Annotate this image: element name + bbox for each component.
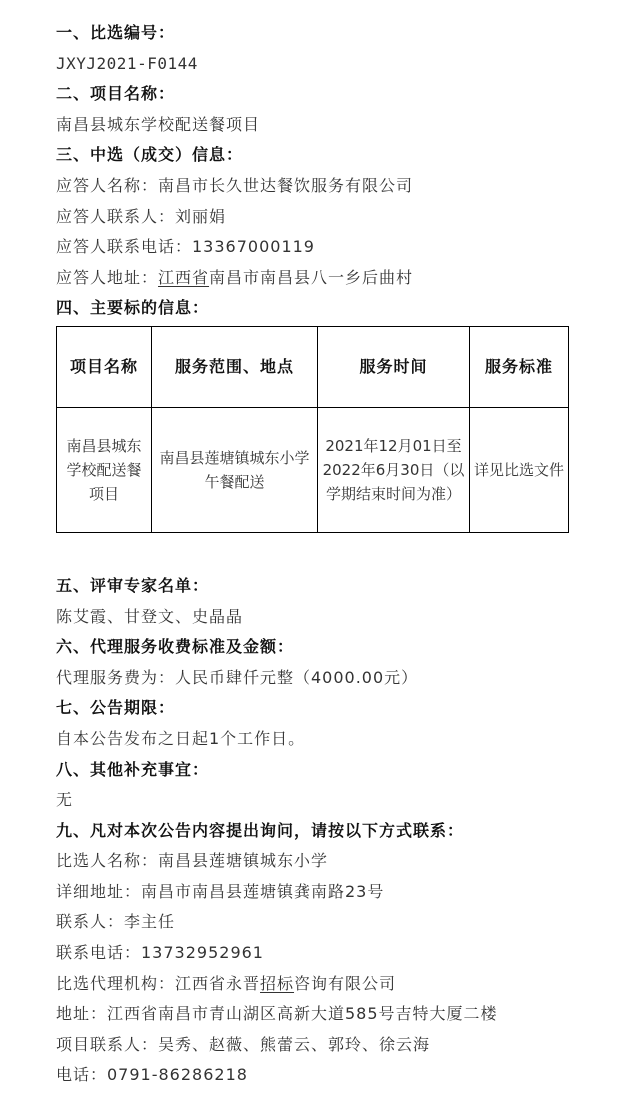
section-3-heading: 三、中选（成交）信息： — [56, 145, 244, 165]
bidder-phone: 联系电话：13732952961 — [56, 943, 264, 963]
responder-contact: 应答人联系人：刘丽娟 — [56, 206, 227, 226]
responder-address — [56, 263, 596, 294]
header-service-time: 服务时间 — [318, 326, 470, 407]
bidder-contact: 联系人：李主任 — [56, 912, 176, 932]
section-2-heading: 二、项目名称： — [56, 84, 176, 104]
header-service-scope: 服务范围、地点 — [152, 326, 318, 407]
notice-period: 自本公告发布之日起1个工作日。 — [56, 728, 306, 748]
section-7-heading: 七、公告期限： — [56, 698, 176, 718]
section-1-heading: 一、比选编号： — [56, 23, 176, 42]
cell-service-scope: 南昌县莲塘镇城东小学午餐配送 — [152, 407, 318, 532]
cell-service-standard: 详见比选文件 — [470, 407, 569, 532]
agency-name-rest: 咨询有限公司 — [294, 973, 397, 993]
bidder-name: 比选人名称：南昌县莲塘镇城东小学 — [56, 851, 329, 871]
section-9-heading: 九、凡对本次公告内容提出询问，请按以下方式联系： — [56, 820, 465, 840]
table-row — [57, 407, 569, 532]
expert-list: 陈艾霞、甘登文、史晶晶 — [56, 606, 244, 626]
tender-link[interactable]: 招标 — [260, 973, 295, 993]
subject-info-table — [56, 326, 569, 533]
responder-name: 应答人名称：南昌市长久世达餐饮服务有限公司 — [56, 175, 414, 195]
agency-address: 地址：江西省南昌市青山湖区高新大道585号吉特大厦二楼 — [56, 1004, 498, 1024]
section-6-heading: 六、代理服务收费标准及金额： — [56, 637, 295, 657]
project-contacts: 项目联系人：吴秀、赵薇、熊蕾云、郭玲、徐云海 — [56, 1034, 431, 1054]
section-8-heading: 八、其他补充事宜： — [56, 759, 210, 779]
responder-address-label: 应答人地址： — [56, 267, 159, 287]
responder-address-rest: 南昌市南昌县八一乡后曲村 — [209, 267, 414, 287]
bidder-address: 详细地址：南昌市南昌县莲塘镇龚南路23号 — [56, 881, 385, 901]
announcement-document — [56, 18, 596, 1091]
header-service-standard: 服务标准 — [470, 326, 569, 407]
cell-service-time: 2021年12月01日至2022年6月30日（以学期结束时间为准） — [318, 407, 470, 532]
agency-name-label: 比选代理机构：江西省永晋 — [56, 973, 261, 993]
section-4-heading: 四、主要标的信息： — [56, 298, 210, 318]
selection-number: JXYJ2021-F0144 — [56, 53, 198, 73]
other-matters: 无 — [56, 790, 74, 810]
agency-phone: 电话：0791-86286218 — [56, 1065, 248, 1085]
header-project-name: 项目名称 — [57, 326, 152, 407]
cell-project-name: 南昌县城东学校配送餐项目 — [57, 407, 152, 532]
table-header-row — [57, 326, 569, 407]
agency-name — [56, 969, 596, 1000]
agency-fee: 代理服务费为：人民币肆仟元整（4000.00元） — [56, 667, 419, 687]
section-5-heading: 五、评审专家名单： — [56, 575, 210, 595]
project-name: 南昌县城东学校配送餐项目 — [56, 114, 261, 134]
province-link[interactable]: 江西省 — [158, 267, 210, 287]
responder-phone: 应答人联系电话：13367000119 — [56, 237, 315, 257]
spacer — [56, 533, 596, 571]
